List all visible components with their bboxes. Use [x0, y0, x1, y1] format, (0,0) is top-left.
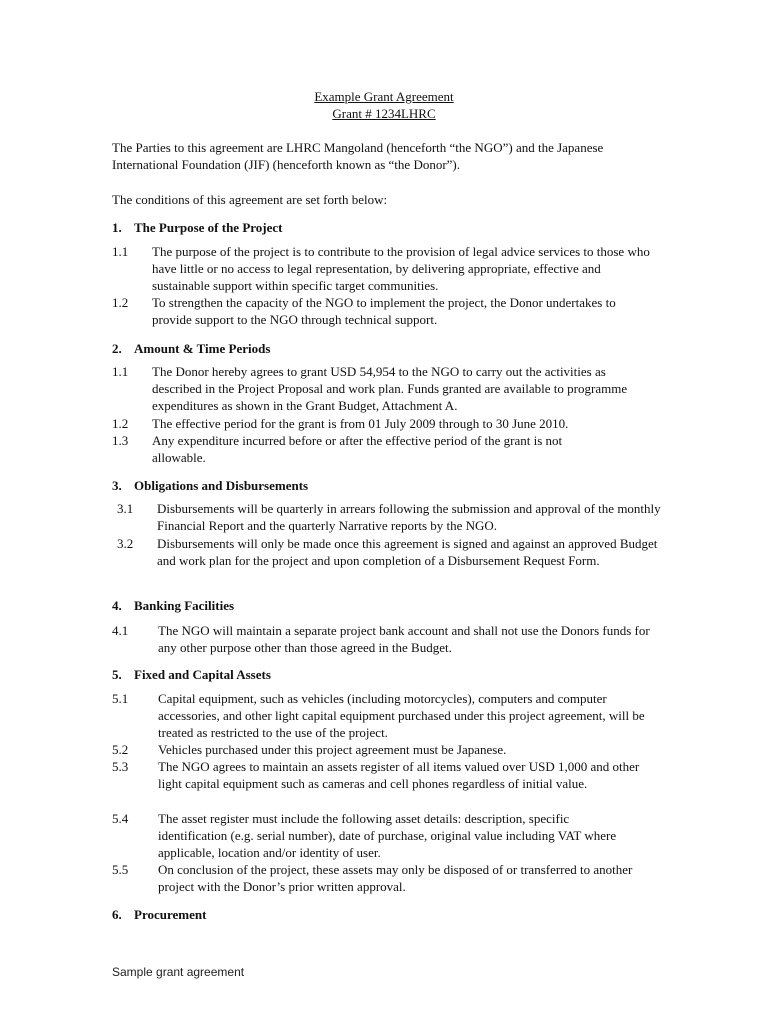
item-number: 1.3	[112, 433, 129, 448]
item-number: 3.1	[117, 501, 134, 516]
item-number: 1.1	[112, 244, 129, 259]
list-item	[112, 622, 657, 657]
list-item	[112, 690, 657, 742]
section-heading	[112, 340, 270, 357]
item-text: The NGO will maintain a separate project bank account and shall not use the Donors funds for any other purpose other than those agreed in the Budget.	[158, 623, 650, 656]
item-text: The purpose of the project is to contribute to the provision of legal advice services to those who have little or no access to legal representation, by delivering appropriate, effective and sustainable support within specific target communities.	[152, 244, 650, 294]
section-title: Procurement	[134, 907, 207, 922]
item-text: Disbursements will be quarterly in arrears following the submission and approval of the monthly Financial Report and the quarterly Narrative reports by the NGO.	[157, 501, 661, 534]
item-text: Disbursements will only be made once this agreement is signed and against an approved Budget and work plan for the project and upon completion of a Disbursement Request Form.	[157, 536, 658, 569]
section-title: Amount & Time Periods	[134, 341, 271, 356]
section-title: Fixed and Capital Assets	[134, 667, 271, 682]
section-number: 4.	[112, 598, 122, 613]
item-number: 5.5	[112, 862, 129, 877]
item-number: 5.2	[112, 742, 129, 757]
title-block	[0, 88, 768, 122]
item-text: The asset register must include the following asset details: description, specific identification (e.g. serial number), date of purchase, original value including VAT where applicable, location and/or identity of user.	[158, 811, 617, 861]
section-heading	[112, 597, 234, 614]
list-item	[112, 741, 657, 758]
section-title: The Purpose of the Project	[134, 220, 283, 235]
list-item	[112, 758, 657, 810]
item-number: 5.1	[112, 691, 129, 706]
item-text: On conclusion of the project, these assets may only be disposed of or transferred to another project with the Donor’s prior written approval.	[158, 862, 633, 895]
section-heading	[112, 666, 271, 683]
list-item	[112, 363, 657, 415]
item-number: 4.1	[112, 623, 129, 638]
item-number: 1.2	[112, 416, 129, 431]
item-number: 5.4	[112, 811, 129, 826]
item-text: Any expenditure incurred before or after the effective period of the grant is not allowable.	[152, 433, 563, 466]
section-heading	[112, 477, 308, 494]
section-heading	[112, 906, 206, 923]
item-text: The NGO agrees to maintain an assets register of all items valued over USD 1,000 and other light capital equipment such as cameras and cell phones regardless of initial value.	[158, 759, 640, 792]
list-item	[112, 294, 657, 329]
page-footer: Sample grant agreement	[112, 965, 245, 979]
item-text: The Donor hereby agrees to grant USD 54,954 to the NGO to carry out the activities as described in the Project Proposal and work plan. Funds granted are available to programme expenditures as shown in the Grant Budget, Attachment A.	[152, 364, 628, 414]
item-text: Capital equipment, such as vehicles (including motorcycles), computers and computer accessories, and other light capital equipment purchased under this project agreement, will be treated as restricted to the use of the project.	[158, 691, 645, 741]
list-item	[112, 432, 657, 467]
section-number: 6.	[112, 907, 122, 922]
section-number: 2.	[112, 341, 122, 356]
list-item	[112, 810, 657, 862]
section-number: 1.	[112, 220, 122, 235]
section-title: Obligations and Disbursements	[134, 478, 309, 493]
section-heading	[112, 219, 283, 236]
list-item	[117, 535, 662, 587]
item-number: 1.1	[112, 364, 129, 379]
item-number: 1.2	[112, 295, 129, 310]
item-text: The effective period for the grant is from 01 July 2009 through to 30 June 2010.	[152, 416, 569, 431]
grant-number: Grant # 1234LHRC	[332, 106, 436, 121]
list-item	[112, 861, 657, 896]
list-item	[112, 415, 657, 432]
list-item	[112, 243, 657, 295]
conditions-paragraph: The conditions of this agreement are set forth below:	[112, 192, 388, 207]
item-number: 5.3	[112, 759, 129, 774]
section-number: 5.	[112, 667, 122, 682]
document-title: Example Grant Agreement	[314, 89, 454, 104]
item-number: 3.2	[117, 536, 134, 551]
list-item	[117, 500, 662, 535]
intro-paragraph: The Parties to this agreement are LHRC Mangoland (henceforth “the NGO”) and the Japanese International Foundation (JIF) (henceforth known as “the Donor”).	[112, 140, 604, 172]
section-title: Banking Facilities	[134, 598, 235, 613]
item-text: Vehicles purchased under this project agreement must be Japanese.	[158, 742, 507, 757]
section-number: 3.	[112, 478, 122, 493]
item-text: To strengthen the capacity of the NGO to implement the project, the Donor undertakes to provide support to the NGO through technical support.	[152, 295, 616, 328]
